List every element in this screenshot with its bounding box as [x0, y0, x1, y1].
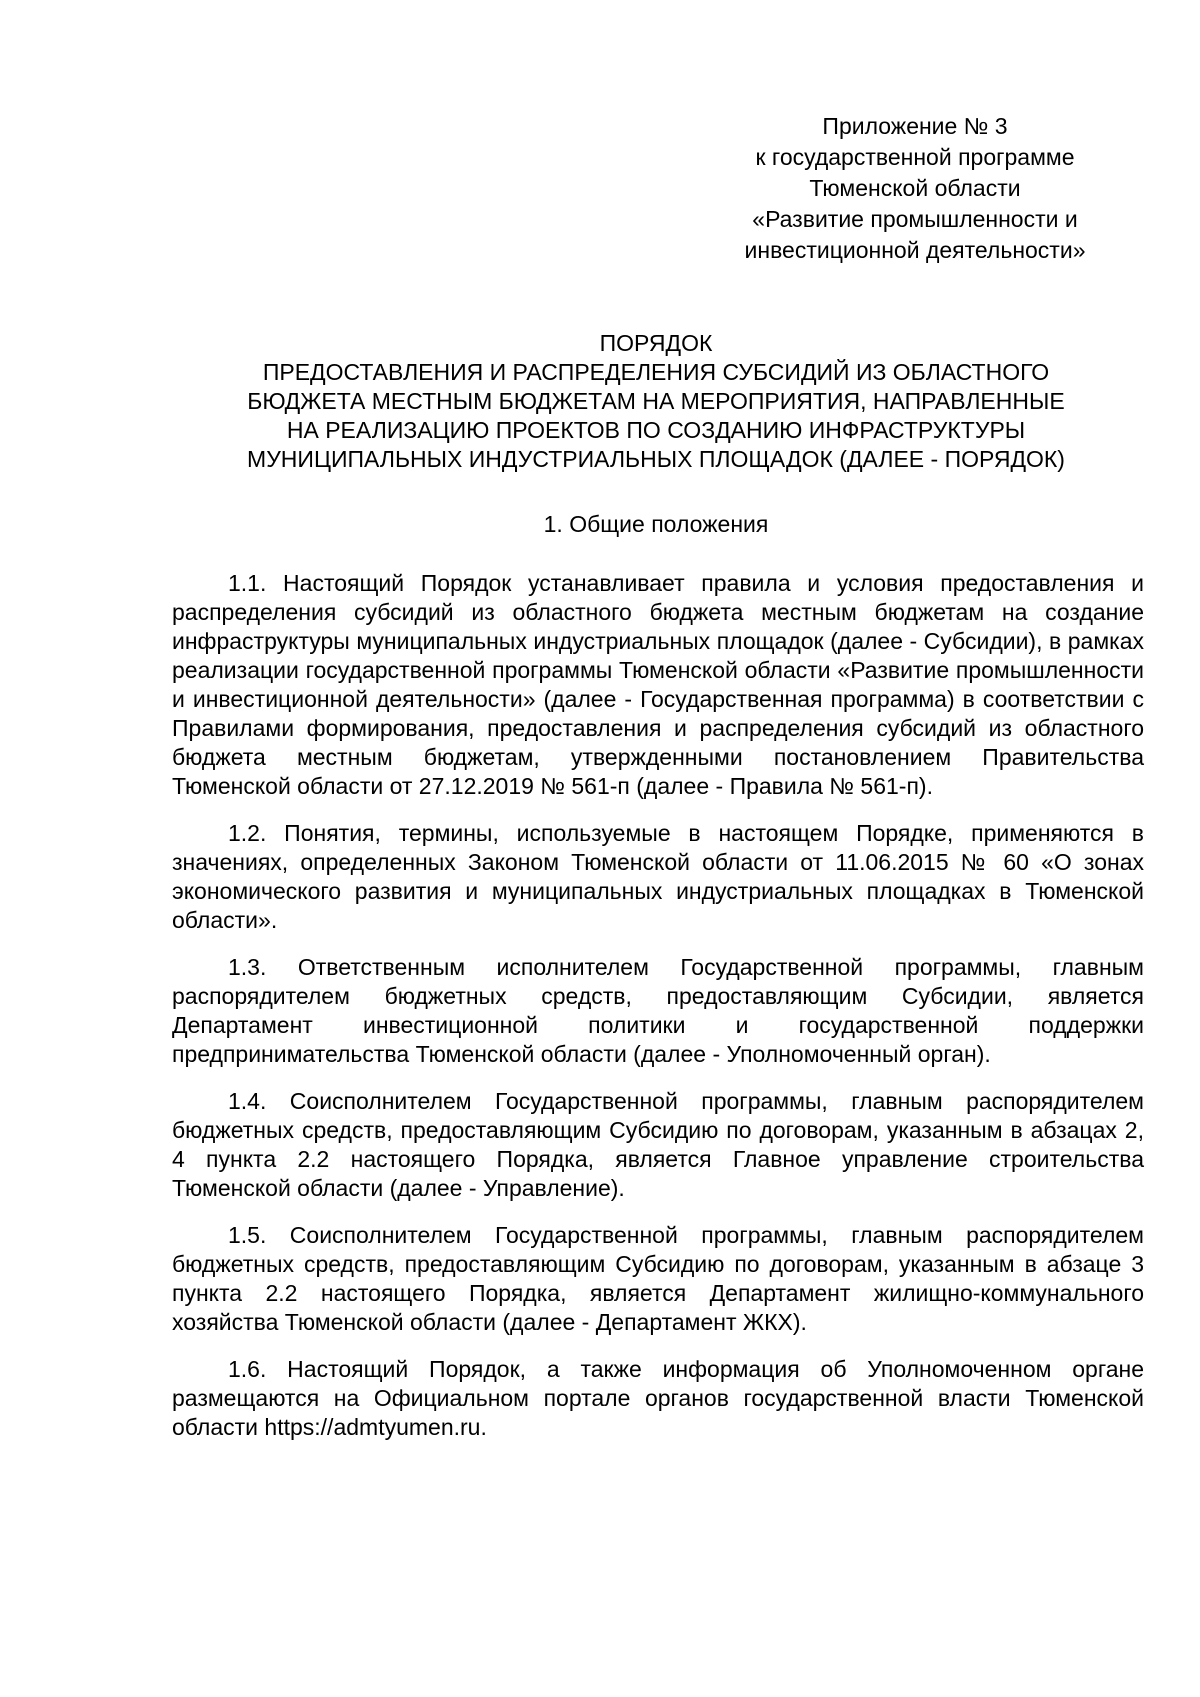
title-line: НА РЕАЛИЗАЦИЮ ПРОЕКТОВ ПО СОЗДАНИЮ ИНФРАСТРУКТУРЫ: [286, 417, 1026, 443]
section-heading: 1. Общие положения: [543, 511, 769, 537]
appendix-line: «Развитие промышленности и: [752, 206, 1078, 232]
title-line: БЮДЖЕТА МЕСТНЫМ БЮДЖЕТАМ НА МЕРОПРИЯТИЯ, НАПРАВЛЕННЫЕ: [247, 388, 1065, 414]
appendix-number: Приложение № 3: [822, 113, 1008, 139]
paragraph-1-5: 1.5. Соисполнителем Государственной программы, главным распорядителем бюджетных средств, предоставляющим Субсидию по договорам, указанным в абзаце 3 пункта 2.2 настоящего Порядка, является Департамент жилищно-коммунального хозяйства Тюменской области (далее - Департамент ЖКХ).: [172, 1222, 1144, 1335]
title-line: ПРЕДОСТАВЛЕНИЯ И РАСПРЕДЕЛЕНИЯ СУБСИДИЙ ИЗ ОБЛАСТНОГО: [262, 359, 1050, 385]
appendix-header: [715, 111, 1115, 266]
paragraph-1-6: 1.6. Настоящий Порядок, а также информация об Уполномоченном органе размещаются на Официальном портале органов государственной власти Тюменской области https://admtyumen.ru.: [172, 1356, 1144, 1440]
appendix-line: к государственной программе: [755, 144, 1075, 170]
appendix-line: инвестиционной деятельности»: [744, 237, 1086, 263]
document-body: [172, 569, 1144, 1460]
title-line: МУНИЦИПАЛЬНЫХ ИНДУСТРИАЛЬНЫХ ПЛОЩАДОК (ДАЛЕЕ - ПОРЯДОК): [247, 446, 1065, 472]
document-title: [160, 329, 1152, 474]
paragraph-1-4: 1.4. Соисполнителем Государственной программы, главным распорядителем бюджетных средств, предоставляющим Субсидию по договорам, указанным в абзацах 2, 4 пункта 2.2 настоящего Порядка, является Главное управление строительства Тюменской области (далее - Управление).: [172, 1088, 1144, 1201]
paragraph-1-2: 1.2. Понятия, термины, используемые в настоящем Порядке, применяются в значениях, определенных Законом Тюменской области от 11.06.2015 № 60 «О зонах экономического развития и муниципальных индустриальных площадках в Тюменской области».: [172, 820, 1144, 933]
paragraph-1-3: 1.3. Ответственным исполнителем Государственной программы, главным распорядителем бюджетных средств, предоставляющим Субсидии, является Департамент инвестиционной политики и государственной поддержки предпринимательства Тюменской области (далее - Уполномоченный орган).: [172, 954, 1144, 1067]
paragraph-1-1: 1.1. Настоящий Порядок устанавливает правила и условия предоставления и распределения субсидий из областного бюджета местным бюджетам на создание инфраструктуры муниципальных индустриальных площадок (далее - Субсидии), в рамках реализации государственной программы Тюменской области «Развитие промышленности и инвестиционной деятельности» (далее - Государственная программа) в соответствии с Правилами формирования, предоставления и распределения субсидий из областного бюджета местным бюджетам, утвержденными постановлением Правительства Тюменской области от 27.12.2019 № 561-п (далее - Правила № 561-п).: [172, 570, 1144, 799]
appendix-line: Тюменской области: [809, 175, 1021, 201]
title-line: ПОРЯДОК: [599, 330, 713, 356]
